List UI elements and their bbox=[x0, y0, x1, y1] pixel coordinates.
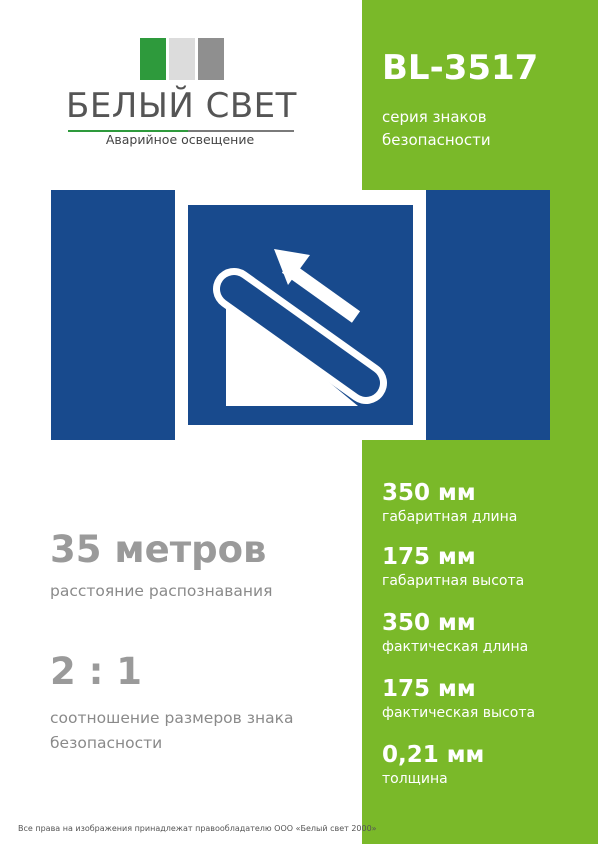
spec-value: 0,21 мм bbox=[382, 742, 485, 768]
company-logo bbox=[60, 38, 300, 148]
spec-label: фактическая высота bbox=[382, 705, 536, 721]
size-ratio-label bbox=[50, 706, 350, 756]
sign-side-right bbox=[426, 190, 550, 440]
spec-value: 175 мм bbox=[382, 544, 476, 570]
spec-label: толщина bbox=[382, 771, 448, 787]
spec-overall-length bbox=[382, 478, 592, 526]
spec-value: 175 мм bbox=[382, 676, 476, 702]
safety-sign bbox=[51, 190, 550, 440]
spec-actual-length bbox=[382, 608, 592, 656]
spec-actual-height bbox=[382, 674, 592, 722]
logo-bar-gray bbox=[198, 38, 224, 80]
series-line-1: серия знаков bbox=[382, 108, 487, 126]
spec-overall-height bbox=[382, 542, 592, 590]
copyright-notice: Все права на изображения принадлежат правообладателю ООО «Белый свет 2000» bbox=[18, 824, 377, 833]
recognition-distance-label: расстояние распознавания bbox=[50, 582, 273, 600]
spec-label: габаритная длина bbox=[382, 509, 518, 525]
ratio-label-line-2: безопасности bbox=[50, 734, 163, 752]
size-ratio: 2 : 1 bbox=[50, 650, 143, 693]
product-model: BL-3517 bbox=[382, 48, 539, 88]
sign-side-left bbox=[51, 190, 175, 440]
spec-value: 350 мм bbox=[382, 610, 476, 636]
logo-bars bbox=[140, 38, 224, 80]
logo-name: БЕЛЫЙ СВЕТ bbox=[66, 86, 297, 126]
logo-tagline: Аварийное освещение bbox=[105, 132, 255, 147]
spec-label: фактическая длина bbox=[382, 639, 529, 655]
spec-value: 350 мм bbox=[382, 480, 476, 506]
product-series bbox=[382, 106, 582, 152]
ratio-label-line-1: соотношение размеров знака bbox=[50, 709, 294, 727]
logo-bar-white bbox=[169, 38, 195, 80]
spec-label: габаритная высота bbox=[382, 573, 525, 589]
spec-thickness bbox=[382, 740, 592, 788]
series-line-2: безопасности bbox=[382, 131, 491, 149]
recognition-distance: 35 метров bbox=[50, 528, 267, 571]
logo-bar-green bbox=[140, 38, 166, 80]
escalator-up-arrow-icon bbox=[188, 205, 413, 425]
